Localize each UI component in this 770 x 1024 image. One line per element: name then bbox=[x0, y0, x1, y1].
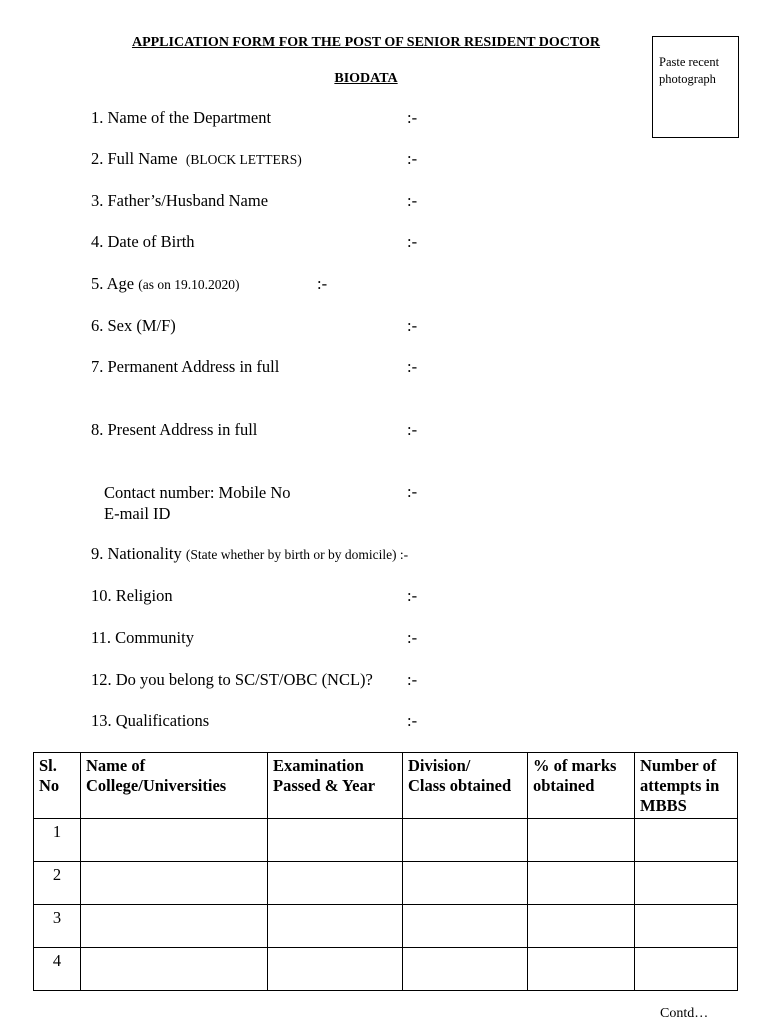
row-sl-number: 4 bbox=[34, 948, 81, 991]
header-sl-no bbox=[34, 753, 81, 819]
field-qualifications-separator: :- bbox=[407, 711, 418, 730]
field-full-name-text: 2. Full Name bbox=[91, 149, 178, 168]
header-marks-percent-line1: % of marks bbox=[533, 756, 617, 775]
contact-mobile-label: Contact number: Mobile No bbox=[104, 483, 291, 502]
header-college bbox=[81, 753, 268, 819]
field-reservation-category-separator: :- bbox=[407, 670, 418, 689]
cell-marks-percent[interactable] bbox=[528, 905, 635, 948]
header-sl-no-line2: No bbox=[39, 776, 60, 795]
header-marks-percent-line2: obtained bbox=[533, 776, 595, 795]
qualifications-header-row bbox=[34, 753, 738, 819]
field-father-husband-name-label: 3. Father’s/Husband Name bbox=[91, 191, 269, 210]
cell-marks-percent[interactable] bbox=[528, 948, 635, 991]
header-attempts-line2: attempts in bbox=[640, 776, 720, 795]
header-examination-line1: Examination bbox=[273, 756, 364, 775]
table-row bbox=[34, 819, 738, 862]
field-department-separator: :- bbox=[407, 108, 418, 127]
cell-division[interactable] bbox=[403, 905, 528, 948]
contact-email-label: E-mail ID bbox=[104, 504, 171, 523]
field-date-of-birth-separator: :- bbox=[407, 232, 418, 251]
cell-attempts[interactable] bbox=[635, 819, 738, 862]
cell-marks-percent[interactable] bbox=[528, 819, 635, 862]
field-nationality-note: (State whether by birth or by domicile) :- bbox=[185, 547, 409, 562]
header-attempts-line3: MBBS bbox=[640, 796, 687, 815]
cell-college[interactable] bbox=[81, 819, 268, 862]
field-nationality-text: 9. Nationality bbox=[91, 544, 182, 563]
row-sl-number: 1 bbox=[34, 819, 81, 862]
field-age-note: (as on 19.10.2020) bbox=[138, 277, 240, 292]
header-division bbox=[403, 753, 528, 819]
continued-note: Contd… bbox=[660, 1006, 709, 1021]
field-full-name-note: (BLOCK LETTERS) bbox=[185, 152, 302, 167]
header-attempts bbox=[635, 753, 738, 819]
table-row bbox=[34, 905, 738, 948]
header-attempts-line1: Number of bbox=[640, 756, 717, 775]
contact-separator: :- bbox=[407, 482, 418, 501]
row-sl-number: 3 bbox=[34, 905, 81, 948]
cell-examination[interactable] bbox=[268, 948, 403, 991]
header-division-line2: Class obtained bbox=[408, 776, 512, 795]
cell-division[interactable] bbox=[403, 948, 528, 991]
header-marks-percent bbox=[528, 753, 635, 819]
cell-division[interactable] bbox=[403, 819, 528, 862]
cell-division[interactable] bbox=[403, 862, 528, 905]
header-division-line1: Division/ bbox=[408, 756, 471, 775]
photo-instruction-line2: photograph bbox=[659, 72, 716, 86]
header-college-line2: College/Universities bbox=[86, 776, 227, 795]
cell-college[interactable] bbox=[81, 905, 268, 948]
cell-attempts[interactable] bbox=[635, 948, 738, 991]
field-qualifications-label: 13. Qualifications bbox=[91, 711, 210, 730]
field-permanent-address-label: 7. Permanent Address in full bbox=[91, 357, 280, 376]
header-examination bbox=[268, 753, 403, 819]
cell-attempts[interactable] bbox=[635, 862, 738, 905]
header-examination-line2: Passed & Year bbox=[273, 776, 376, 795]
field-father-husband-name-separator: :- bbox=[407, 191, 418, 210]
field-age-text: 5. Age bbox=[91, 274, 135, 293]
field-permanent-address-separator: :- bbox=[407, 357, 418, 376]
qualifications-table bbox=[33, 752, 738, 991]
form-title: APPLICATION FORM FOR THE POST OF SENIOR RESIDENT DOCTOR bbox=[131, 35, 601, 50]
field-community-label: 11. Community bbox=[91, 628, 194, 647]
field-age-separator: :- bbox=[317, 274, 328, 293]
form-subtitle: BIODATA bbox=[334, 71, 398, 86]
field-full-name-label bbox=[91, 149, 302, 170]
cell-examination[interactable] bbox=[268, 862, 403, 905]
field-community-separator: :- bbox=[407, 628, 418, 647]
field-religion-separator: :- bbox=[407, 586, 418, 605]
photo-placeholder-box[interactable] bbox=[652, 36, 739, 138]
contact-block bbox=[104, 482, 291, 524]
photo-instruction-line1: Paste recent bbox=[659, 55, 720, 69]
table-row bbox=[34, 862, 738, 905]
field-religion-label: 10. Religion bbox=[91, 586, 173, 605]
field-sex-separator: :- bbox=[407, 316, 418, 335]
header-college-line1: Name of bbox=[86, 756, 146, 775]
field-nationality-label bbox=[91, 544, 408, 565]
field-reservation-category-label: 12. Do you belong to SC/ST/OBC (NCL)? bbox=[91, 670, 373, 689]
field-age-label bbox=[91, 274, 239, 295]
header-sl-no-line1: Sl. bbox=[39, 756, 57, 775]
field-full-name-separator: :- bbox=[407, 149, 418, 168]
cell-college[interactable] bbox=[81, 862, 268, 905]
table-row bbox=[34, 948, 738, 991]
cell-examination[interactable] bbox=[268, 819, 403, 862]
cell-examination[interactable] bbox=[268, 905, 403, 948]
field-department-label: 1. Name of the Department bbox=[91, 108, 272, 127]
field-present-address-label: 8. Present Address in full bbox=[91, 420, 258, 439]
cell-college[interactable] bbox=[81, 948, 268, 991]
cell-attempts[interactable] bbox=[635, 905, 738, 948]
row-sl-number: 2 bbox=[34, 862, 81, 905]
field-present-address-separator: :- bbox=[407, 420, 418, 439]
field-sex-label: 6. Sex (M/F) bbox=[91, 316, 176, 335]
cell-marks-percent[interactable] bbox=[528, 862, 635, 905]
field-date-of-birth-label: 4. Date of Birth bbox=[91, 232, 195, 251]
